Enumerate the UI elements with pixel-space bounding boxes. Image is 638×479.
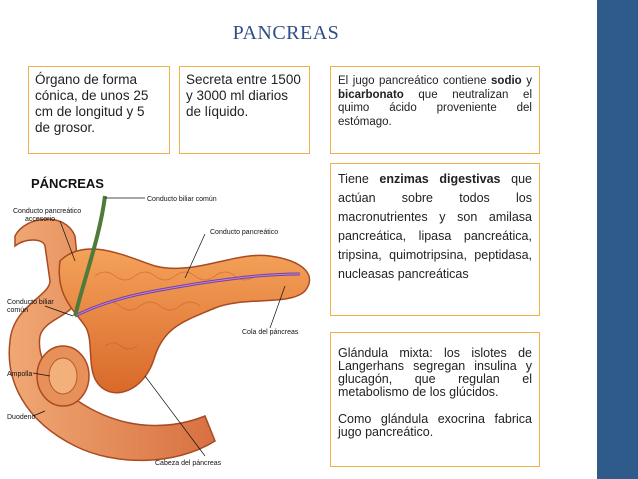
label-cabeza-del-pancreas: Cabeza del páncreas: [155, 460, 222, 467]
info-box-mixed-gland: [330, 332, 540, 467]
label-duodeno: Duodeno: [7, 414, 36, 421]
label-conducto-biliar-2: común: [7, 307, 29, 314]
label-ampolla: Ampolla: [7, 371, 33, 378]
info-box-secretion-text: Secreta entre 1500 y 3000 ml diarios de líquido.: [186, 72, 301, 119]
label-conducto-biliar-comun: Conducto biliar común: [147, 196, 217, 203]
juice-text-pre: El jugo pancreático contiene: [338, 75, 492, 87]
info-box-shape-text: Órgano de forma cónica, de unos 25 cm de longitud y 5 de grosor.: [35, 72, 149, 135]
info-box-secretion: [179, 66, 310, 154]
mixed-gland-paragraph-2: Como glándula exocrina fabrica jugo pancreático.: [338, 412, 532, 439]
enzymes-text-pre: Tiene: [338, 172, 380, 186]
label-conducto-biliar-1: Conducto biliar: [7, 299, 54, 306]
juice-text-mid: y: [521, 75, 532, 87]
side-accent-bar: [597, 0, 638, 479]
label-conducto-pancreatico-accesorio-1: Conducto pancreático: [13, 208, 82, 215]
figure-heading: PÁNCREAS: [31, 176, 104, 191]
juice-text-post: que neutralizan el quimo ácido proveniente del estómago.: [338, 88, 532, 128]
info-box-enzymes: [330, 163, 540, 316]
label-conducto-pancreatico-accesorio-2: accesorio: [25, 216, 55, 223]
enzymes-text-bold: enzimas digestivas: [379, 172, 501, 186]
juice-text-bold-sodio: sodio: [491, 75, 522, 87]
pancreas-illustration: [5, 166, 323, 471]
enzymes-text-post: que actúan sobre todos los macronutrientes y son amilasa pancreática, lipasa pancreática, tripsina, quimotripsina, peptidasa, nucleasas pancreáticas: [338, 172, 532, 281]
label-cola-del-pancreas: Cola del páncreas: [242, 329, 299, 336]
mixed-gland-paragraph-1: Glándula mixta: los islotes de Langerhans segregan insulina y glucagón, que regulan el metabolismo de los glúcidos.: [338, 346, 532, 399]
label-conducto-pancreatico: Conducto pancreático: [210, 229, 279, 236]
info-box-juice: [330, 66, 540, 154]
slide-title: PANCREAS: [232, 22, 340, 44]
info-box-shape: [28, 66, 170, 154]
juice-text-bold-bicarbonato: bicarbonato: [338, 88, 404, 101]
